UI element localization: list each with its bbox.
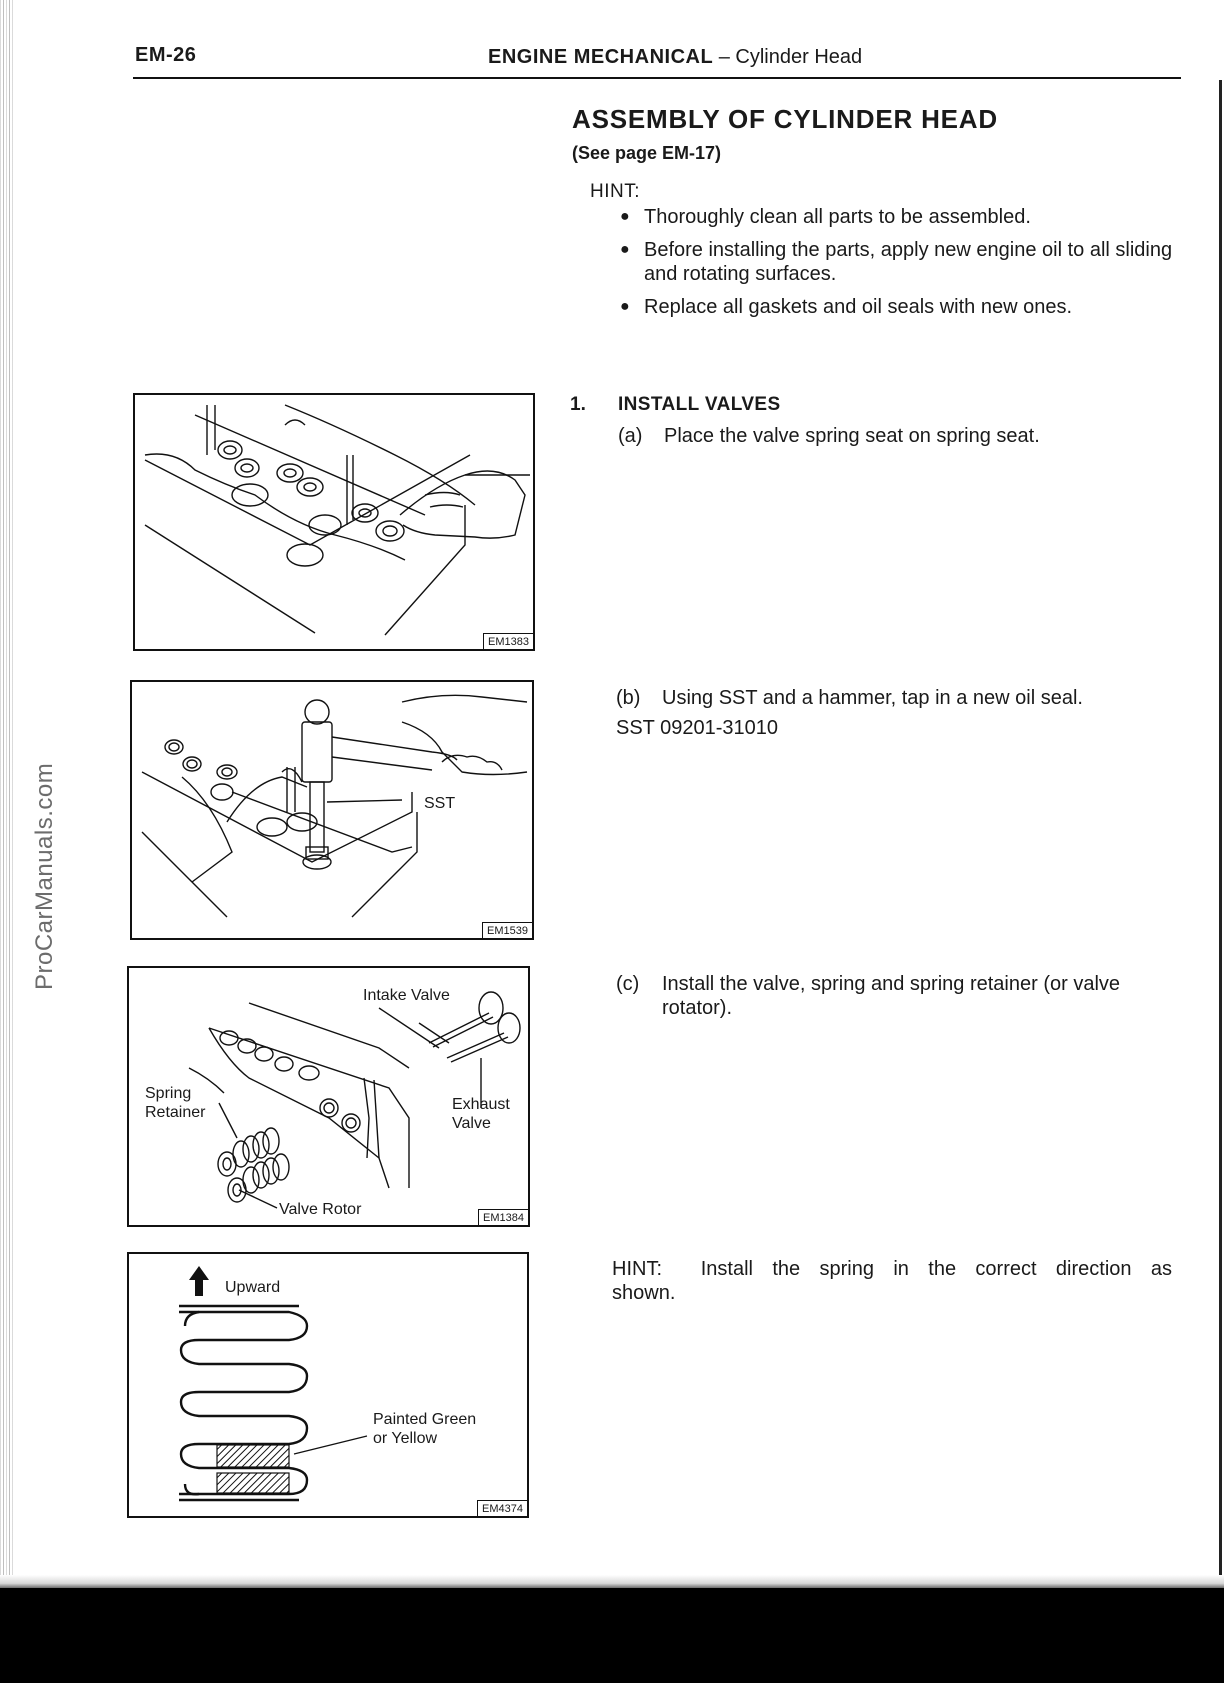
label-exhaust-valve xyxy=(452,1095,510,1133)
bullet-text: Before installing the parts, apply new engine oil to all sliding and rotating surfaces. xyxy=(644,239,1173,285)
page-number: EM-26 xyxy=(135,44,197,66)
hint-bullet-list xyxy=(620,205,1180,328)
hint-bullet xyxy=(620,205,1180,229)
figure-spring-direction xyxy=(127,1252,529,1518)
bullet-text: Replace all gaskets and oil seals with new ones. xyxy=(644,296,1073,318)
scan-bottom-band xyxy=(0,1588,1224,1683)
upward-arrow-icon xyxy=(189,1266,209,1296)
label-exhaust-valve-line2: Valve xyxy=(452,1115,491,1132)
label-spring-retainer-line1: Spring xyxy=(145,1085,192,1102)
step-number: 1. xyxy=(570,394,586,415)
step-c-label: (c) xyxy=(616,973,640,995)
label-painted-line2: or Yellow xyxy=(373,1430,438,1447)
section-title: ASSEMBLY OF CYLINDER HEAD xyxy=(572,104,998,134)
figure-code: EM1383 xyxy=(483,633,533,649)
step-b-sst: SST 09201-31010 xyxy=(616,717,778,739)
step-b-text: Using SST and a hammer, tap in a new oil seal. xyxy=(662,687,1083,709)
step-c xyxy=(616,972,1186,1020)
label-painted xyxy=(373,1410,476,1448)
watermark: ProCarManuals.com xyxy=(31,762,58,990)
label-spring-retainer-line2: Retainer xyxy=(145,1104,206,1121)
figure-code: EM1384 xyxy=(478,1209,528,1225)
bullet-icon: ● xyxy=(620,298,630,315)
oil-seal-illustration xyxy=(132,682,532,938)
step-hint-label: HINT: xyxy=(612,1258,662,1280)
step-a-text: Place the valve spring seat on spring seat. xyxy=(664,425,1040,447)
label-intake-valve: Intake Valve xyxy=(363,987,450,1004)
step-b-label: (b) xyxy=(616,687,641,709)
step-b xyxy=(616,686,1186,710)
spring-seat-illustration xyxy=(135,395,533,649)
step-title: INSTALL VALVES xyxy=(618,394,781,415)
bullet-text: Thoroughly clean all parts to be assembled. xyxy=(644,206,1031,228)
hint-bullet xyxy=(620,238,1180,286)
hint-bullet xyxy=(620,295,1180,319)
header-separator: – xyxy=(713,46,736,68)
bullet-icon: ● xyxy=(620,241,630,258)
bullet-icon: ● xyxy=(620,208,630,225)
section-page-reference: (See page EM-17) xyxy=(572,143,722,163)
figure-code: EM4374 xyxy=(477,1500,527,1516)
scan-left-edge xyxy=(0,0,14,1580)
scan-right-edge xyxy=(1219,80,1222,1580)
step-c-text: Install the valve, spring and spring retainer (or valve rotator). xyxy=(662,973,1121,1019)
step-hint xyxy=(612,1257,1172,1305)
header-subsection: Cylinder Head xyxy=(735,46,863,68)
figure-oil-seal xyxy=(130,680,534,940)
step-hint-text: Install the spring in the correct direction as shown. xyxy=(612,1258,1172,1304)
figure-valve-parts xyxy=(127,966,530,1227)
header-rule xyxy=(133,77,1181,79)
label-exhaust-valve-line1: Exhaust xyxy=(452,1096,510,1113)
hint-label: HINT: xyxy=(590,181,640,202)
label-sst: SST xyxy=(424,795,456,812)
spring-direction-illustration xyxy=(129,1254,527,1516)
figure-code: EM1539 xyxy=(482,922,532,938)
label-spring-retainer xyxy=(145,1084,205,1122)
scan-bottom-shadow xyxy=(0,1575,1224,1589)
step-a xyxy=(618,424,1178,448)
figure-spring-seat xyxy=(133,393,535,651)
label-upward: Upward xyxy=(225,1279,281,1296)
label-painted-line1: Painted Green xyxy=(373,1411,477,1428)
running-header xyxy=(488,46,862,69)
header-section: ENGINE MECHANICAL xyxy=(488,46,714,68)
label-valve-rotor: Valve Rotor xyxy=(279,1201,362,1218)
step-a-label: (a) xyxy=(618,425,643,447)
